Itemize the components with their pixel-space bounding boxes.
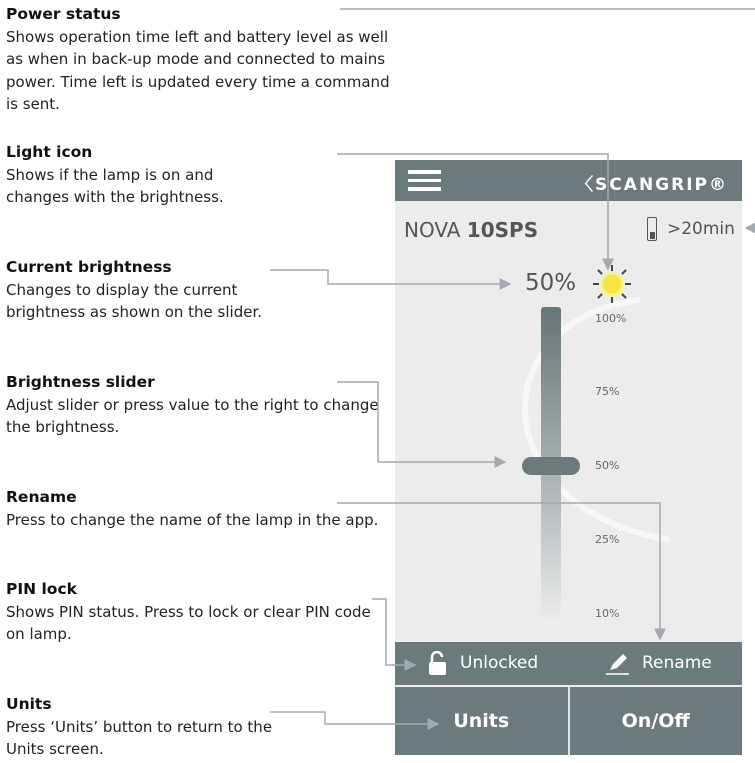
annotation-brightness-slider: Brightness slider Adjust slider or press value to the right to change the brightness. xyxy=(6,373,379,436)
annotation-light-icon: Light icon Shows if the lamp is on and changes with the brightness. xyxy=(6,143,224,206)
tick-50[interactable]: 50% xyxy=(595,459,620,472)
tick-10[interactable]: 10% xyxy=(595,607,620,620)
current-brightness[interactable]: 50% xyxy=(525,270,577,296)
rename-button[interactable]: Rename xyxy=(606,651,712,675)
annotation-pin-lock: PIN lock Shows PIN status. Press to lock or clear PIN code on lamp. xyxy=(6,580,371,643)
tick-25[interactable]: 25% xyxy=(595,533,620,546)
units-button[interactable]: Units xyxy=(395,687,568,755)
tick-75[interactable]: 75% xyxy=(595,385,620,398)
tick-100[interactable]: 100% xyxy=(595,312,627,325)
annotation-rename: Rename Press to change the name of the lamp in the app. xyxy=(6,488,379,529)
annotation-units: Units Press ‘Units’ button to return to the Units screen. xyxy=(6,695,273,758)
scangrip-logo: 〈SCANGRIP® xyxy=(576,175,728,195)
annotation-power-status: Power status Shows operation time left and battery level as well as when in back-up mode and connected to mains power. Time left is updated every time a command is sent. xyxy=(6,5,390,113)
annotation-current-brightness: Current brightness Changes to display the current brightness as shown on the slider. xyxy=(6,258,263,321)
lamp-name: NOVA 10SPS xyxy=(404,218,539,242)
pin-lock-button[interactable]: Unlocked xyxy=(429,651,538,675)
time-left: >20min xyxy=(667,219,735,239)
on-off-button[interactable]: On/Off xyxy=(570,687,743,755)
